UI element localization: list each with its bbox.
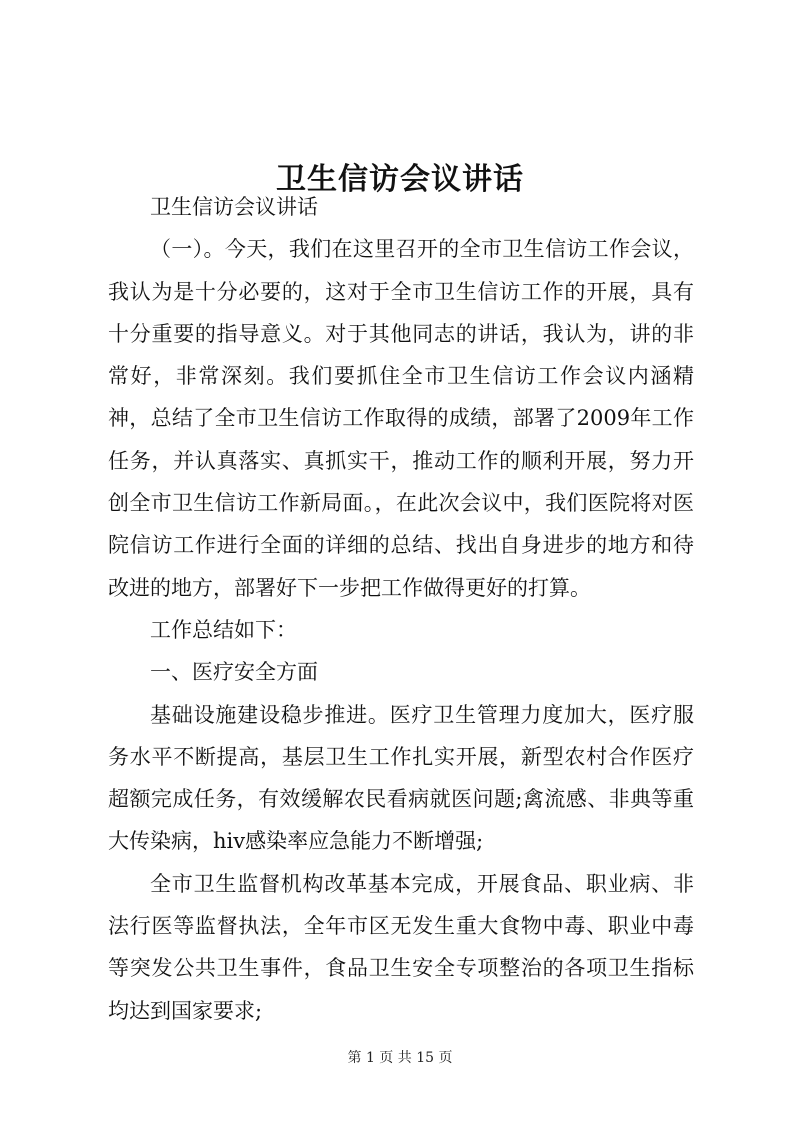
page-number-footer: 第 1 页 共 15 页: [347, 1050, 453, 1066]
document-body: [108, 186, 694, 1032]
supervision-paragraph: 全市卫生监督机构改革基本完成，开展食品、职业病、非法行医等监督执法，全年市区无发生重大食物中毒、职业中毒等突发公共卫生事件，食品卫生安全专项整治的各项卫生指标均达到国家要求;: [108, 871, 694, 1023]
summary-lead-paragraph: 工作总结如下：: [150, 617, 297, 642]
document-title: 卫生信访会议讲话: [276, 162, 524, 198]
intro-paragraph: （一）。今天，我们在这里召开的全市卫生信访工作会议，我认为是十分必要的，这对于全市卫生信访工作的开展，具有十分重要的指导意义。对于其他同志的讲话，我认为，讲的非常好，非常深刻。我们要抓住全市卫生信访工作会议内涵精神，总结了全市卫生信访工作取得的成绩，部署了2009年工作任务，并认真落实、真抓实干，推动工作的顺利开展，努力开创全市卫生信访工作新局面。，在此次会议中，我们医院将对医院信访工作进行全面的详细的总结、找出自身进步的地方和待改进的地方，部署好下一步把工作做得更好的打算。: [108, 237, 694, 600]
infrastructure-paragraph: 基础设施建设稳步推进。医疗卫生管理力度加大，医疗服务水平不断提高，基层卫生工作扎实开展，新型农村合作医疗超额完成任务，有效缓解农民看病就医问题;禽流感、非典等重大传染病，hiv感染率应急能力不断增强;: [108, 702, 694, 854]
section-heading: 一、医疗安全方面: [150, 660, 318, 685]
subtitle-paragraph: 卫生信访会议讲话: [150, 195, 318, 219]
